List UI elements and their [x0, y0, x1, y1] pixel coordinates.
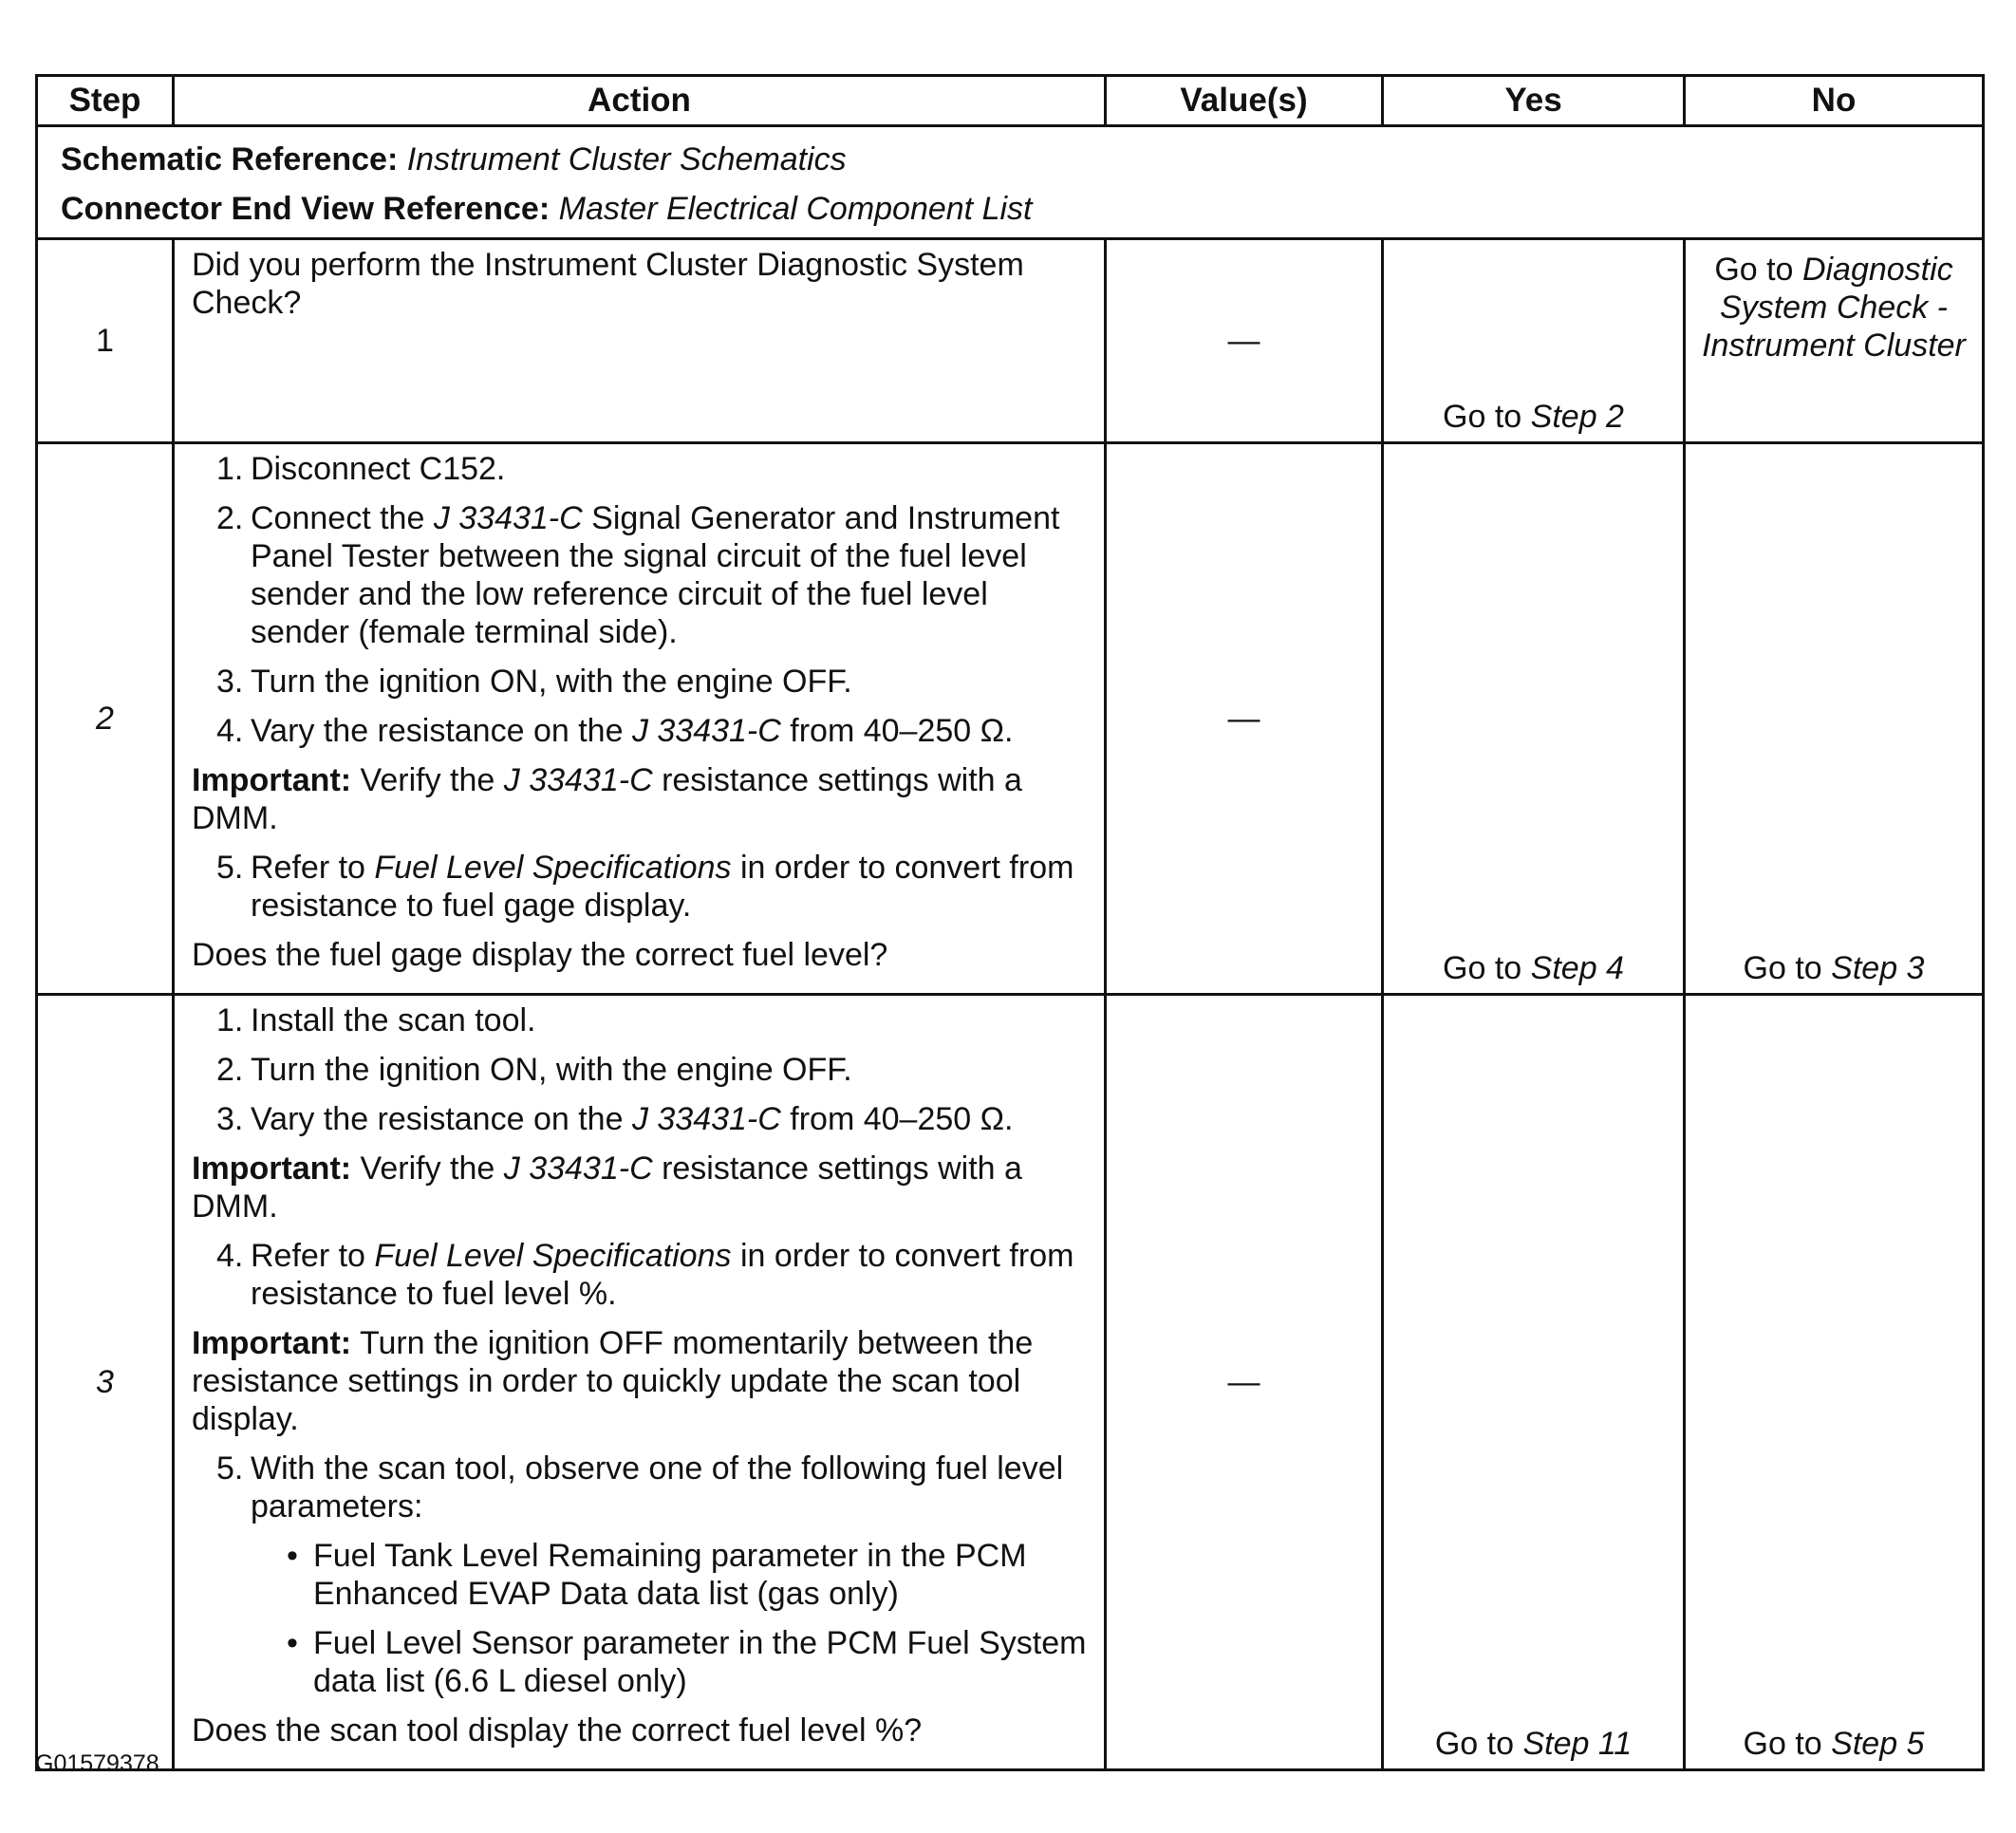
step1-yes-target: Step 2	[1530, 399, 1624, 435]
step-row-1	[37, 239, 1984, 443]
step2-item-4-post: from 40–250 Ω.	[790, 713, 1014, 749]
diagnostic-sheet	[35, 74, 1982, 1771]
step3-item-4-pre: Refer to	[251, 1238, 365, 1274]
connector-reference	[61, 184, 1959, 234]
step3-item-5: 5. With the scan tool, observe one of the following fuel level parameters:	[216, 1450, 1064, 1524]
step3-bullet-1-text: Fuel Tank Level Remaining parameter in the PCM Enhanced EVAP Data data list (gas only)	[313, 1538, 1027, 1612]
header-no: No	[1685, 76, 1984, 126]
header-yes: Yes	[1383, 76, 1685, 126]
step2-yes-target: Step 4	[1530, 950, 1624, 986]
step1-no-target: Diagnostic System Check - Instrument Cluster	[1702, 252, 1966, 364]
step3-item-3: 3. Vary the resistance on the J 33431-C from 40–250 Ω.	[216, 1101, 1014, 1137]
step-value-1: —	[1106, 239, 1383, 443]
step3-item-5-text: With the scan tool, observe one of the following fuel level parameters:	[251, 1450, 1064, 1524]
step2-item-4: 4. Vary the resistance on the J 33431-C from 40–250 Ω.	[216, 713, 1014, 749]
connector-reference-link[interactable]: Master Electrical Component List	[558, 191, 1033, 227]
step-number-2: 2	[37, 443, 174, 995]
step2-item-3-text: Turn the ignition ON, with the engine OFF.	[251, 664, 852, 700]
step3-question: Does the scan tool display the correct fuel level %?	[192, 1712, 923, 1749]
connector-reference-label: Connector End View Reference:	[61, 191, 551, 227]
step3-important-1-pre: Verify the	[360, 1150, 495, 1187]
step3-important-1-tool: J 33431-C	[503, 1150, 653, 1187]
step3-item-3-tool: J 33431-C	[631, 1101, 781, 1137]
step3-item-4-post: in order to convert from resistance to fuel level %.	[251, 1238, 1074, 1312]
step2-question: Does the fuel gage display the correct fuel level?	[192, 937, 888, 973]
step3-no-link[interactable]	[1686, 1726, 1982, 1763]
step-yes-1	[1383, 239, 1685, 443]
step2-item-5-pre: Refer to	[251, 850, 365, 886]
step2-item-2: 2. Connect the J 33431-C Signal Generator and Instrument Panel Tester between the signal circuit of the fuel level sender and the low reference circuit of the fuel level sender (female terminal side).	[216, 500, 1060, 650]
step2-item-5-ref[interactable]: Fuel Level Specifications	[374, 850, 732, 886]
step-action-1	[174, 239, 1106, 443]
step2-important-tool: J 33431-C	[503, 762, 653, 798]
schematic-reference-link[interactable]: Instrument Cluster Schematics	[406, 141, 847, 178]
step3-item-1-text: Install the scan tool.	[251, 1002, 536, 1038]
step2-no-link[interactable]	[1686, 950, 1982, 987]
header-action: Action	[174, 76, 1106, 126]
step2-item-2-post: Signal Generator and Instrument Panel Tester between the signal circuit of the fuel level sender and the low reference circuit of the fuel level sender (female terminal side).	[251, 500, 1060, 650]
step3-item-1: 1. Install the scan tool.	[216, 1002, 536, 1038]
step-action-2	[174, 443, 1106, 995]
step3-item-4-ref[interactable]: Fuel Level Specifications	[374, 1238, 732, 1274]
step3-bullet-1: • Fuel Tank Level Remaining parameter in the PCM Enhanced EVAP Data data list (gas only)	[287, 1538, 1027, 1612]
step3-yes-link[interactable]	[1384, 1726, 1683, 1763]
step1-no-link[interactable]	[1687, 241, 1981, 365]
step3-yes-prefix: Go to	[1434, 1726, 1515, 1762]
header-step: Step	[37, 76, 174, 126]
step3-item-2-text: Turn the ignition ON, with the engine OFF.	[251, 1052, 852, 1088]
step1-yes-prefix: Go to	[1443, 399, 1522, 435]
step3-item-3-post: from 40–250 Ω.	[790, 1101, 1014, 1137]
step3-bullet-2: • Fuel Level Sensor parameter in the PCM Fuel System data list (6.6 L diesel only)	[287, 1625, 1087, 1699]
step2-yes-link[interactable]	[1384, 950, 1683, 987]
step1-yes-link[interactable]	[1384, 399, 1683, 436]
step3-yes-target: Step 11	[1522, 1726, 1633, 1762]
step2-item-4-pre: Vary the resistance on the	[251, 713, 624, 749]
step-value-3: —	[1106, 995, 1383, 1770]
step3-important-1-post: resistance settings with a DMM.	[192, 1150, 1022, 1225]
step-number-1: 1	[37, 239, 174, 443]
step3-no-prefix: Go to	[1743, 1726, 1822, 1762]
step-yes-2	[1383, 443, 1685, 995]
step3-important-1	[192, 1150, 1091, 1225]
step-no-2	[1685, 443, 1984, 995]
step3-important-2-label: Important:	[192, 1325, 352, 1361]
header-row	[37, 76, 1984, 126]
header-values: Value(s)	[1106, 76, 1383, 126]
step2-item-2-tool: J 33431-C	[433, 500, 583, 536]
step1-question: Did you perform the Instrument Cluster Diagnostic System Check?	[192, 247, 1024, 321]
step-yes-3	[1383, 995, 1685, 1770]
figure-id: G01579378	[35, 1750, 159, 1777]
step2-important-post: resistance settings with a DMM.	[192, 762, 1022, 836]
reference-cell	[37, 126, 1984, 239]
step2-important	[192, 761, 1091, 837]
step-row-2	[37, 443, 1984, 995]
step2-item-3: 3. Turn the ignition ON, with the engine OFF.	[216, 664, 852, 700]
step-row-3	[37, 995, 1984, 1770]
step-no-3	[1685, 995, 1984, 1770]
step2-item-5-post: in order to convert from resistance to fuel gage display.	[251, 850, 1074, 924]
step-value-2: —	[1106, 443, 1383, 995]
step3-item-2: 2. Turn the ignition ON, with the engine OFF.	[216, 1052, 852, 1088]
step3-important-2	[192, 1324, 1091, 1438]
step1-no-prefix: Go to	[1714, 252, 1794, 288]
step2-yes-prefix: Go to	[1443, 950, 1522, 986]
step2-item-4-tool: J 33431-C	[631, 713, 781, 749]
step2-important-pre: Verify the	[360, 762, 495, 798]
step2-item-2-pre: Connect the	[251, 500, 425, 536]
step2-item-5: 5. Refer to Fuel Level Specifications in order to convert from resistance to fuel gage display.	[216, 850, 1074, 924]
step-action-3	[174, 995, 1106, 1770]
step2-item-1-text: Disconnect C152.	[251, 451, 506, 487]
schematic-reference-label: Schematic Reference:	[61, 141, 399, 178]
schematic-reference	[61, 135, 1959, 184]
step3-no-target: Step 5	[1831, 1726, 1925, 1762]
step3-important-1-label: Important:	[192, 1150, 352, 1187]
reference-row	[37, 126, 1984, 239]
step2-no-target: Step 3	[1831, 950, 1925, 986]
step2-important-label: Important:	[192, 762, 352, 798]
step3-bullet-2-text: Fuel Level Sensor parameter in the PCM Fuel System data list (6.6 L diesel only)	[313, 1625, 1087, 1699]
step-no-1	[1685, 239, 1984, 443]
step2-no-prefix: Go to	[1743, 950, 1822, 986]
step3-important-2-text: Turn the ignition OFF momentarily between the resistance settings in order to quickly update the scan tool display.	[192, 1325, 1034, 1437]
step2-item-1: 1. Disconnect C152.	[216, 451, 506, 487]
diagnostic-table	[35, 74, 1985, 1771]
step3-item-3-pre: Vary the resistance on the	[251, 1101, 624, 1137]
step-number-3: 3	[37, 995, 174, 1770]
step3-item-4: 4. Refer to Fuel Level Specifications in order to convert from resistance to fuel level %.	[216, 1238, 1074, 1312]
